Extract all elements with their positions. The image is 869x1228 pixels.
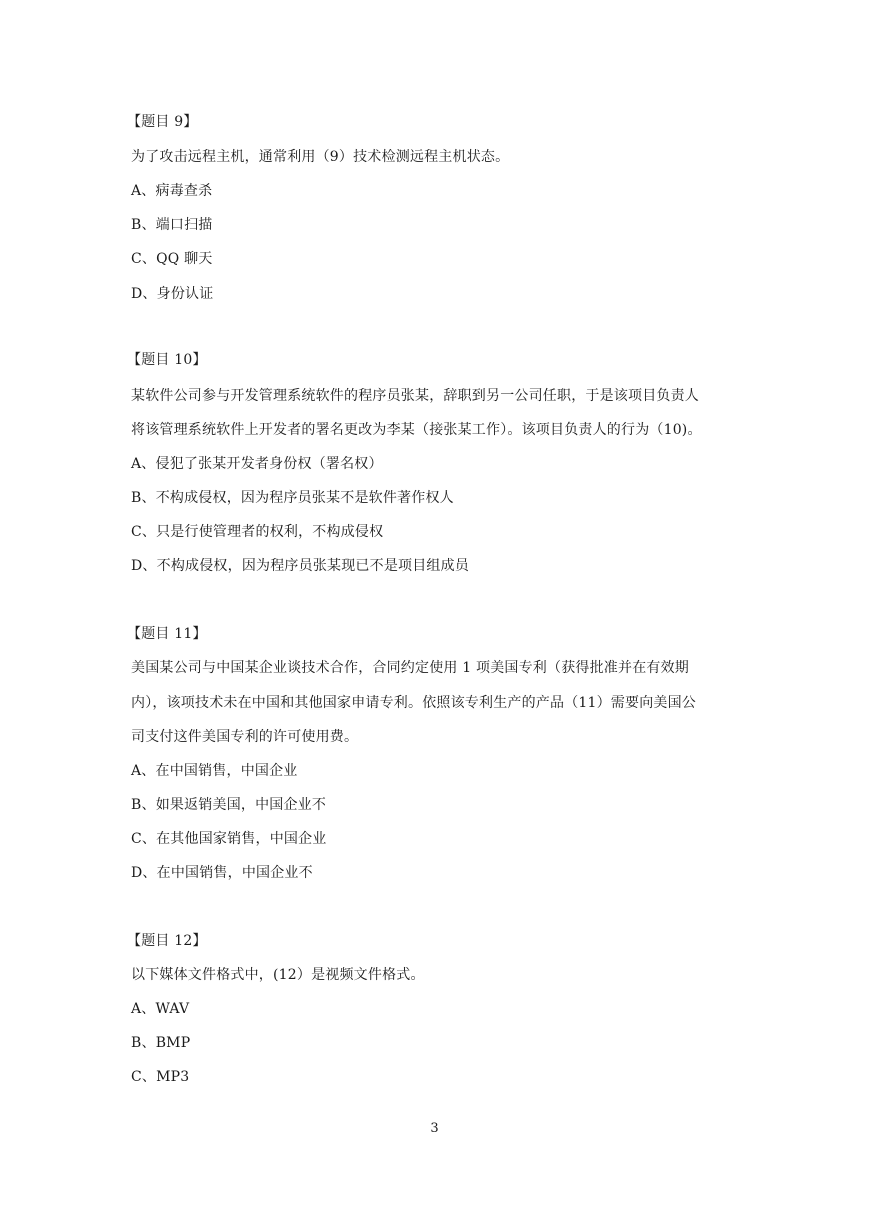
option-b: B、BMP — [131, 1035, 191, 1051]
question-stem: 将该管理系统软件上开发者的署名更改为李某（接张某工作）。该项目负责人的行为（10)。 — [131, 422, 702, 438]
option-b: B、端口扫描 — [131, 217, 213, 233]
option-c: C、在其他国家销售，中国企业 — [131, 831, 327, 847]
option-d: D、不构成侵权，因为程序员张某现已不是项目组成员 — [131, 558, 470, 574]
question-heading: 【题目 12】 — [127, 933, 207, 949]
option-d: D、身份认证 — [131, 286, 214, 302]
option-a: A、在中国销售，中国企业 — [131, 763, 298, 779]
option-c: C、QQ 聊天 — [131, 251, 213, 267]
option-a: A、WAV — [131, 1001, 190, 1017]
question-stem: 以下媒体文件格式中，(12）是视频文件格式。 — [131, 967, 425, 983]
question-stem: 为了攻击远程主机，通常利用（9）技术检测远程主机状态。 — [131, 149, 510, 165]
question-heading: 【题目 9】 — [127, 114, 198, 130]
question-stem: 司支付这件美国专利的许可使用费。 — [131, 729, 359, 745]
option-a: A、侵犯了张某开发者身份权（署名权） — [131, 456, 383, 472]
option-a: A、病毒查杀 — [131, 183, 213, 199]
question-stem: 某软件公司参与开发管理系统软件的程序员张某，辞职到另一公司任职，于是该项目负责人 — [131, 388, 699, 404]
option-c: C、只是行使管理者的权利，不构成侵权 — [131, 524, 384, 540]
option-b: B、如果返销美国，中国企业不 — [131, 797, 327, 813]
question-stem: 美国某公司与中国某企业谈技术合作，合同约定使用 1 项美国专利（获得批准并在有效期 — [131, 660, 690, 676]
question-stem: 内），该项技术未在中国和其他国家申请专利。依照该专利生产的产品（11）需要向美国公 — [131, 695, 697, 711]
question-heading: 【题目 11】 — [127, 626, 207, 642]
option-d: D、在中国销售，中国企业不 — [131, 865, 313, 881]
option-b: B、不构成侵权，因为程序员张某不是软件著作权人 — [131, 490, 454, 506]
question-heading: 【题目 10】 — [127, 352, 207, 368]
option-c: C、MP3 — [131, 1069, 190, 1085]
page-number: 3 — [430, 1121, 439, 1136]
